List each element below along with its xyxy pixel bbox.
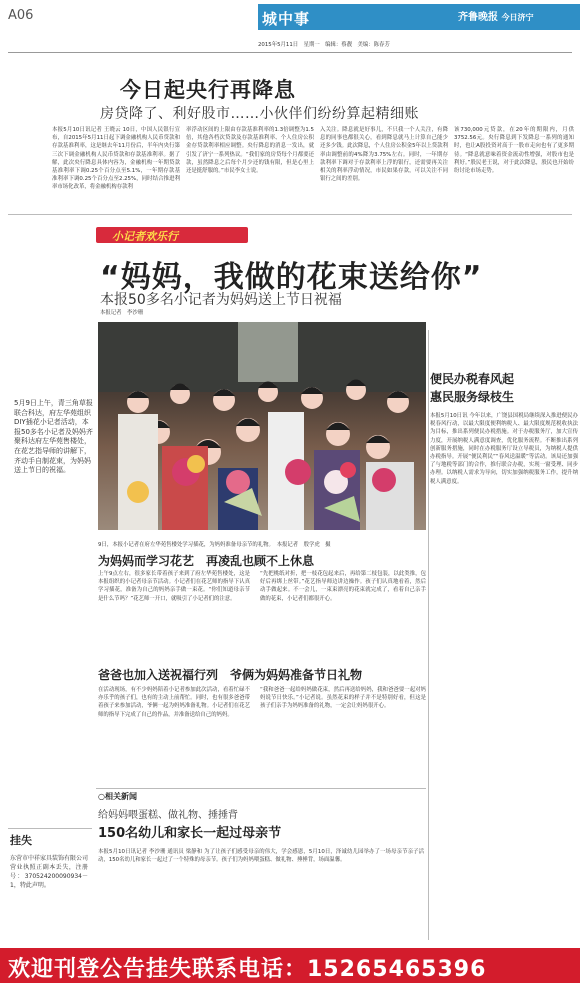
feature-title: “妈妈，我做的花束送给你” — [100, 260, 483, 295]
feature-sub2-col1: 在活动现场，有不少妈妈陪着小记者参加此次活动，看着忙碌不亦乐乎的孩子们，也有的主动上前帮忙。同时，也有很多爸爸带着孩子来参加活动，爷俩一起为妈妈准备礼物。小记者们在花艺师的指导下完成了自己的作品，并准备送给自己的妈妈。 — [98, 687, 250, 718]
story1-col3: 入关注。降息就是好事儿，不只我一个人关注，有降息的同事也都很关心，看到降息就马上计算自己能少还多少钱。此次降息，个人住房公积金5年以上贷款利率由调整前的4%降为3.75%左右。同时，一年期存款利率下调对于存款利率上浮的银行，还需要再关注相关的利率浮动情况，市民如果存款，可以关注不同银行之间的差别。 — [320, 127, 448, 183]
related-divider — [96, 788, 426, 789]
related-body: 本报5月10日讯记者 李沙珊 通讯员 梁静和 为了让孩子们感受母亲的伟大，学会感恩，5月10日，泽诚幼儿园举办了一场母亲节亲子活动，150名幼儿和家长一起过了一个特殊的母亲节。孩子们为妈妈喂蛋糕、做礼物、捶捶背，场面温馨。 — [98, 849, 424, 864]
feature-photo-scene — [98, 322, 426, 530]
paper-subname: 今日济宁 — [501, 13, 534, 22]
footer-ad-text: 欢迎刊登公告挂失联系电话：15265465396 — [8, 957, 487, 982]
feature-sub1-col2: “先把桃纸对折，把一枝花包起来后，再给第二枝包装，以此类推，包好后再绑上丝带。”花艺指导师边讲边操作。孩子们认真地看着，然后动手做起来。不一会儿，一束束漂亮的花束就完成了，看着自己亲手做的花束，小记者们都很开心。 — [260, 571, 426, 602]
lost-notice-title: 挂失 — [10, 834, 32, 847]
photo-lead-caption: 5月9日上午，青三角草报联合科达，府左华苑组织DIY插花小记者活动，本报50多名小记者及妈妈齐聚科达府左华苑售楼处，在花艺指导师的讲解下，齐动手自制花束，为妈妈送上节日的祝福。 — [14, 399, 93, 475]
feature-subtitle: 本报50多名小记者为妈妈送上节日祝福 — [100, 292, 342, 308]
story1-col2: 率浮动区间的上限由存款基准利率的1.3倍调整为1.5倍，其他各档次贷款及存款基准利率、个人住房公积金存贷款利率相应调整。央行降息的消息一发出，就引发了济宁一系列热议。“我们家的房贷每个月都要还款，虽然降息之后每个月少还的钱有限，但是心里上还是挺舒服的。”市民李女士说。 — [186, 127, 314, 175]
story1-col1: 本报5月10日讯记者 王晓云 10日，中国人民银行宣布，自2015年5月11日起下调金融机构人民币贷款和存款基准利率，这是继去年11月份后，半年内央行第三次下调金融机构人民币贷款和存款基准利率。据了解，此次央行降息具体内容为，金融机构一年期贷款基准利率下调0.25个百分点至5.1%，一年期存款基准利率下调0.25个百分点至2.25%，同时结合推进利率市场化改革，将金融机构存款利 — [52, 127, 180, 191]
story1-subtitle: 房贷降了、利好股市……小伙伴们纷纷算起精细账 — [100, 106, 419, 122]
column-divider — [428, 330, 429, 940]
tax-service-story — [430, 370, 578, 932]
lost-notice-text: 东营市中祥家具装饰有限公司营业执照正副本丢失，注册号：370524200090934－1，特此声明。 — [10, 855, 89, 889]
related-title: 150名幼儿和家长一起过母亲节 — [98, 826, 282, 841]
feature-sub2-col2: “我和爸爸一起给妈妈做花束，然后再送给妈妈，我和爸爸要一起对妈妈说节日快乐。”小记者说。虽然花束的样子并不是特别好看，但这是孩子们亲手为妈妈准备的礼物，一定会让妈妈很开心。 — [260, 687, 426, 710]
story1-col4: 该730,000元贷款，在20年的期限内，月供3752.56元。央行降息到下发降息一系列的通知时，也让A股投资对高于一股市走向也有了更多期待。“降息就意味着资金流动性增强，对股市也是利好。”股民老王说，对于此次降息，股民也开始纷纷讨论市场走势。 — [454, 127, 574, 175]
lost-notice — [10, 832, 88, 890]
tax-service-body: 本报5月10日讯 今年以来，广饶县国税局继续深入推进便民办税春风行动，以最大限度便利纳税人、最大限度规范税收执法为目标，推出系列便民办税措施。对于办税服务厅，加大宣传力度，开展纳税人满意度调查，优化服务流程。不断推出系列创新服务措施，同时在办税服务厅设立导税员，为纳税人提供办税指导。开展“便民利民”“春风送温暖”等活动。该局还加强了与地税等部门的合作，推行联合办税，实现一窗受理、同步办理。以纳税人需求为导向，切实加强纳税服务工作，提升纳税人满意度。 — [430, 413, 578, 485]
masthead-logo — [458, 8, 533, 23]
sidebar-divider — [8, 828, 92, 829]
column-banner-text: 小记者欢乐行 — [112, 230, 178, 243]
feature-byline: 本报记者 李沙珊 — [100, 310, 144, 316]
header-rule — [8, 52, 572, 53]
feature-subhead-1: 为妈妈而学习花艺 再凌乱也顾不上休息 — [98, 554, 315, 568]
feature-photo — [98, 322, 426, 530]
tax-service-title: 便民办税春风起 惠民服务绿枝生 — [430, 372, 515, 404]
photo-caption: 9日，本报小记者在府左华苑售楼处学习插花，为妈妈准备母亲节的礼物。 本报记者 殷学虎 摄 — [98, 542, 331, 548]
paper-name: 齐鲁晚报 — [458, 12, 498, 23]
story-divider — [8, 214, 572, 215]
page-number: A06 — [8, 8, 34, 23]
feature-sub1-col1: 上午9点左右，很多家长带着孩子来到了府左华苑售楼处，这是本报组织的小记者母亲节活动。小记者们在花艺师的指导下认真学习插花，准备为自己的妈妈亲手做一束花。“你们知道母亲节是什么节吗？”花艺师一开口，就吸引了小记者们的注意。 — [98, 571, 250, 602]
story1-title: 今日起央行再降息 — [120, 78, 296, 102]
dateline: 2015年5月11日 星期一 编辑：蔡靓 美编：陈春芳 — [258, 42, 390, 48]
feature-subhead-2: 爸爸也加入送祝福行列 爷俩为妈妈准备节日礼物 — [98, 668, 363, 682]
related-kicker: 给妈妈喂蛋糕、做礼物、捶捶背 — [98, 810, 238, 821]
related-news-tag: ○相关新闻 — [98, 792, 137, 801]
section-name: 城中事 — [262, 10, 311, 28]
